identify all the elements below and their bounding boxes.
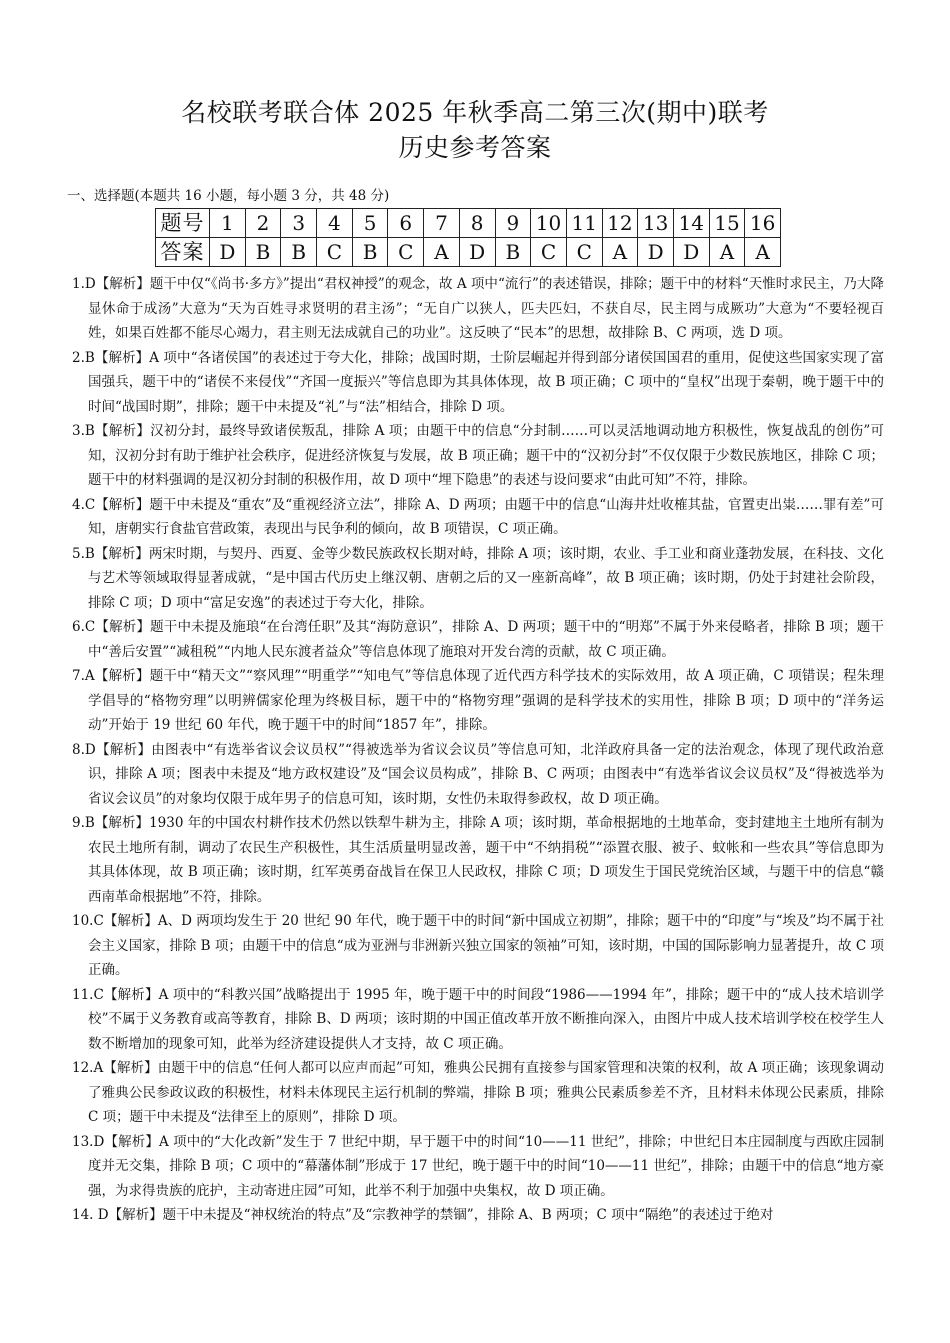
answer-cell: B	[281, 238, 317, 267]
answer-cell: B	[495, 238, 531, 267]
item-number: 4.	[72, 496, 85, 513]
answer-cell: A	[602, 238, 638, 267]
explanation-item	[72, 1056, 884, 1130]
item-text: A【解析】题干中“精天文”“察风理”“明重学”“知电气”等信息体现了近代西方科学技术的实际效用，故 A 项正确，C 项错误；程朱理学倡导的“格物穷理”以明辨儒家伦理为终极目标，题干中的“格物穷理”强调的是科学技术的实用性，排除 B 项；D 项中的“洋务运动”开始于 19 世纪 60 年代，晚于题干中的时间“1857 年”，排除。	[84, 668, 884, 733]
row-label-number: 题号	[156, 209, 210, 238]
answer-cell: A	[745, 238, 781, 267]
explanation-item	[72, 1203, 884, 1228]
explanation-list	[72, 272, 884, 1228]
question-number-cell: 6	[388, 209, 424, 238]
item-text: B【解析】1930 年的中国农村耕作技术仍然以铁犁牛耕为主，排除 A 项；该时期，革命根据地的土地革命，变封建地主土地所有制为农民土地所有制，调动了农民生产积极性，其生活质量明显改善，题干中“不纳捐税”“添置衣服、被子、蚊帐和一些农具”等信息即为其具体体现，故 B 项正确；该时期，红军英勇奋战旨在保卫人民政权，排除 C 项；D 项发生于国民党统治区域，与题干中的信息“赣西南革命根据地”不符，排除。	[84, 815, 884, 905]
question-number-cell: 9	[495, 209, 531, 238]
question-number-cell: 10	[531, 209, 567, 238]
explanation-item	[72, 811, 884, 909]
answer-cell: B	[245, 238, 281, 267]
item-number: 11.	[72, 986, 94, 1003]
item-number: 14.	[72, 1207, 94, 1223]
question-number-cell: 3	[281, 209, 317, 238]
question-number-cell: 16	[745, 209, 781, 238]
exam-title: 名校联考联合体 2025 年秋季高二第三次(期中)联考	[181, 98, 769, 127]
item-number: 8.	[72, 741, 85, 758]
explanation-item	[72, 1130, 884, 1204]
item-text: A【解析】由题干中的信息“任何人都可以应声而起”可知，雅典公民拥有直接参与国家管理和决策的权利，故 A 项正确；该现象调动了雅典公民参政议政的积极性，材料未体现民主运行机制的弊端，排除 B 项；雅典公民素质参差不齐，且材料未体现公民素质，排除 C 项；题干中未提及“法律至上的原则”，排除 D 项。	[88, 1060, 884, 1125]
answer-cell: C	[317, 238, 353, 267]
question-number-cell: 14	[673, 209, 709, 238]
item-number: 5.	[72, 545, 85, 562]
answer-table	[155, 208, 781, 267]
item-text: D【解析】题干中仅“《尚书·多方》”提出“君权神授”的观念，故 A 项中“流行”的表述错误，排除；题干中的材料“天惟时求民主，乃大降显休命于成汤”大意为“天为百姓寻求贤明的君主汤”；“无自广以狭人，匹夫匹妇，不获自尽，民主罔与成厥功”大意为“不要轻视百姓，如果百姓都不能尽心竭力，君主则无法成就自己的功业”。这反映了“民本”的思想，故排除 B、C 两项，选 D 项。	[84, 276, 884, 341]
answer-cell: D	[673, 238, 709, 267]
item-number: 9.	[72, 815, 85, 831]
question-number-cell: 8	[459, 209, 495, 238]
explanation-item	[72, 419, 884, 493]
item-number: 1.	[72, 276, 85, 292]
answer-cell: A	[709, 238, 745, 267]
answer-cell: C	[388, 238, 424, 267]
item-text: B【解析】两宋时期，与契丹、西夏、金等少数民族政权长期对峙，排除 A 项；该时期，农业、手工业和商业蓬勃发展，在科技、文化与艺术等领域取得显著成就，“是中国古代历史上继汉朝、唐朝之后的又一座新高峰”，故 B 项正确；该时期，仍处于封建社会阶段，排除 C 项；D 项中“富足安逸”的表述过于夸大化，排除。	[84, 545, 884, 611]
question-number-cell: 7	[424, 209, 460, 238]
explanation-item	[72, 664, 884, 738]
question-number-cell: 15	[709, 209, 745, 238]
explanation-item	[72, 346, 884, 420]
answer-cell: D	[638, 238, 674, 267]
answer-cell: D	[459, 238, 495, 267]
explanation-item	[72, 493, 884, 542]
question-number-cell: 5	[352, 209, 388, 238]
explanation-item	[72, 738, 884, 812]
answer-row	[156, 238, 781, 267]
item-number: 12.	[72, 1060, 94, 1076]
explanation-item	[72, 909, 884, 983]
answer-cell: C	[566, 238, 602, 267]
row-label-answer: 答案	[156, 238, 210, 267]
question-number-cell: 13	[638, 209, 674, 238]
item-text: B【解析】A 项中“各诸侯国”的表述过于夸大化，排除；战国时期，士阶层崛起并得到部分诸侯国国君的重用，促使这些国家实现了富国强兵，题干中的“诸侯不来侵伐”“齐国一度振兴”等信息即为其具体体现，故 B 项正确；C 项中的“皇权”出现于秦朝，晚于题干中的时间“战国时期”，排除；题干中未提及“礼”与“法”相结合，排除 D 项。	[84, 349, 884, 415]
answer-cell: A	[424, 238, 460, 267]
explanation-item	[72, 542, 884, 616]
question-number-cell: 11	[566, 209, 602, 238]
question-number-cell: 2	[245, 209, 281, 238]
item-text: D【解析】题干中未提及“神权统治的特点”及“宗教神学的禁锢”，排除 A、B 两项；C 项中“隔绝”的表述过于绝对	[93, 1207, 774, 1223]
explanation-item	[72, 983, 884, 1057]
item-number: 10.	[72, 913, 94, 929]
explanation-item	[72, 272, 884, 346]
item-number: 7.	[72, 668, 85, 684]
item-number: 2.	[72, 349, 85, 366]
item-text: C【解析】A、D 两项均发生于 20 世纪 90 年代，晚于题干中的时间“新中国成立初期”，排除；题干中的“印度”与“埃及”均不属于社会主义国家，排除 B 项；由题干中的信息“成为亚洲与非洲新兴独立国家的领袖”可知，该时期，中国的国际影响力显著提升，故 C 项正确。	[88, 913, 884, 978]
answer-cell: D	[210, 238, 246, 267]
item-text: C【解析】A 项中的“科教兴国”战略提出于 1995 年，晚于题干中的时间段“1986——1994 年”，排除；题干中的“成人技术培训学校”不属于义务教育或高等教育，排除 B、D 两项；该时期的中国正值改革开放不断推向深入，由图片中成人技术培训学校在校学生人数不断增加的现象可知，此举为经济建设提供人才支持，故 C 项正确。	[88, 986, 884, 1052]
item-number: 3.	[72, 423, 85, 439]
item-number: 13.	[72, 1133, 94, 1150]
answer-cell: C	[531, 238, 567, 267]
question-number-row	[156, 209, 781, 238]
question-number-cell: 12	[602, 209, 638, 238]
explanation-item	[72, 615, 884, 664]
question-number-cell: 4	[317, 209, 353, 238]
item-text: D【解析】由图表中“有选举省议会议员权”“得被选举为省议会议员”等信息可知，北洋政府具备一定的法治观念，体现了现代政治意识，排除 A 项；图表中未提及“地方政权建设”及“国会议员构成”，排除 B、C 两项；由图表中“有选举省议会议员权”及“得被选举为省议会议员”的对象均仅限于成年男子的信息可知，该时期，女性仍未取得参政权，故 D 项正确。	[84, 741, 884, 807]
item-text: C【解析】题干中未提及施琅“在台湾任职”及其“海防意识”，排除 A、D 两项；题干中的“明郑”不属于外来侵略者，排除 B 项；题干中“善后安置”“减租税”“内地人民东渡者益众”等信息体现了施琅对开发台湾的贡献，故 C 项正确。	[84, 619, 884, 660]
question-number-cell: 1	[210, 209, 246, 238]
item-text: B【解析】汉初分封，最终导致诸侯叛乱，排除 A 项；由题干中的信息“分封制……可以灵活地调动地方积极性，恢复战乱的创伤”可知，汉初分封有助于维护社会秩序，促进经济恢复与发展，故 B 项正确；题干中的“汉初分封”不仅仅限于少数民族地区，排除 C 项；题干中的材料强调的是汉初分封制的积极作用，故 D 项中“埋下隐患”的表述与设问要求“由此可知”不符，排除。	[84, 423, 884, 488]
item-number: 6.	[72, 619, 85, 635]
item-text: C【解析】题干中未提及“重农”及“重视经济立法”，排除 A、D 两项；由题干中的信息“山海井灶收榷其盐，官置吏出粜……罪有差”可知，唐朝实行食盐官营政策，表现出与民争利的倾向，故 B 项错误，C 项正确。	[84, 496, 884, 537]
section-heading: 一、选择题(本题共 16 小题，每小题 3 分，共 48 分)	[67, 188, 390, 204]
item-text: D【解析】A 项中的“大化改新”发生于 7 世纪中期，早于题干中的时间“10——11 世纪”，排除；中世纪日本庄园制度与西欧庄园制度并无交集，排除 B 项；C 项中的“幕藩体制”形成于 17 世纪，晚于题干中的时间“10——11 世纪”，排除；由题干中的信息“地方豪强，为求得贵族的庇护，主动寄进庄园”可知，此举不利于加强中央集权，故 D 项正确。	[88, 1133, 884, 1199]
answer-key-title: 历史参考答案	[398, 133, 552, 162]
answer-cell: B	[352, 238, 388, 267]
